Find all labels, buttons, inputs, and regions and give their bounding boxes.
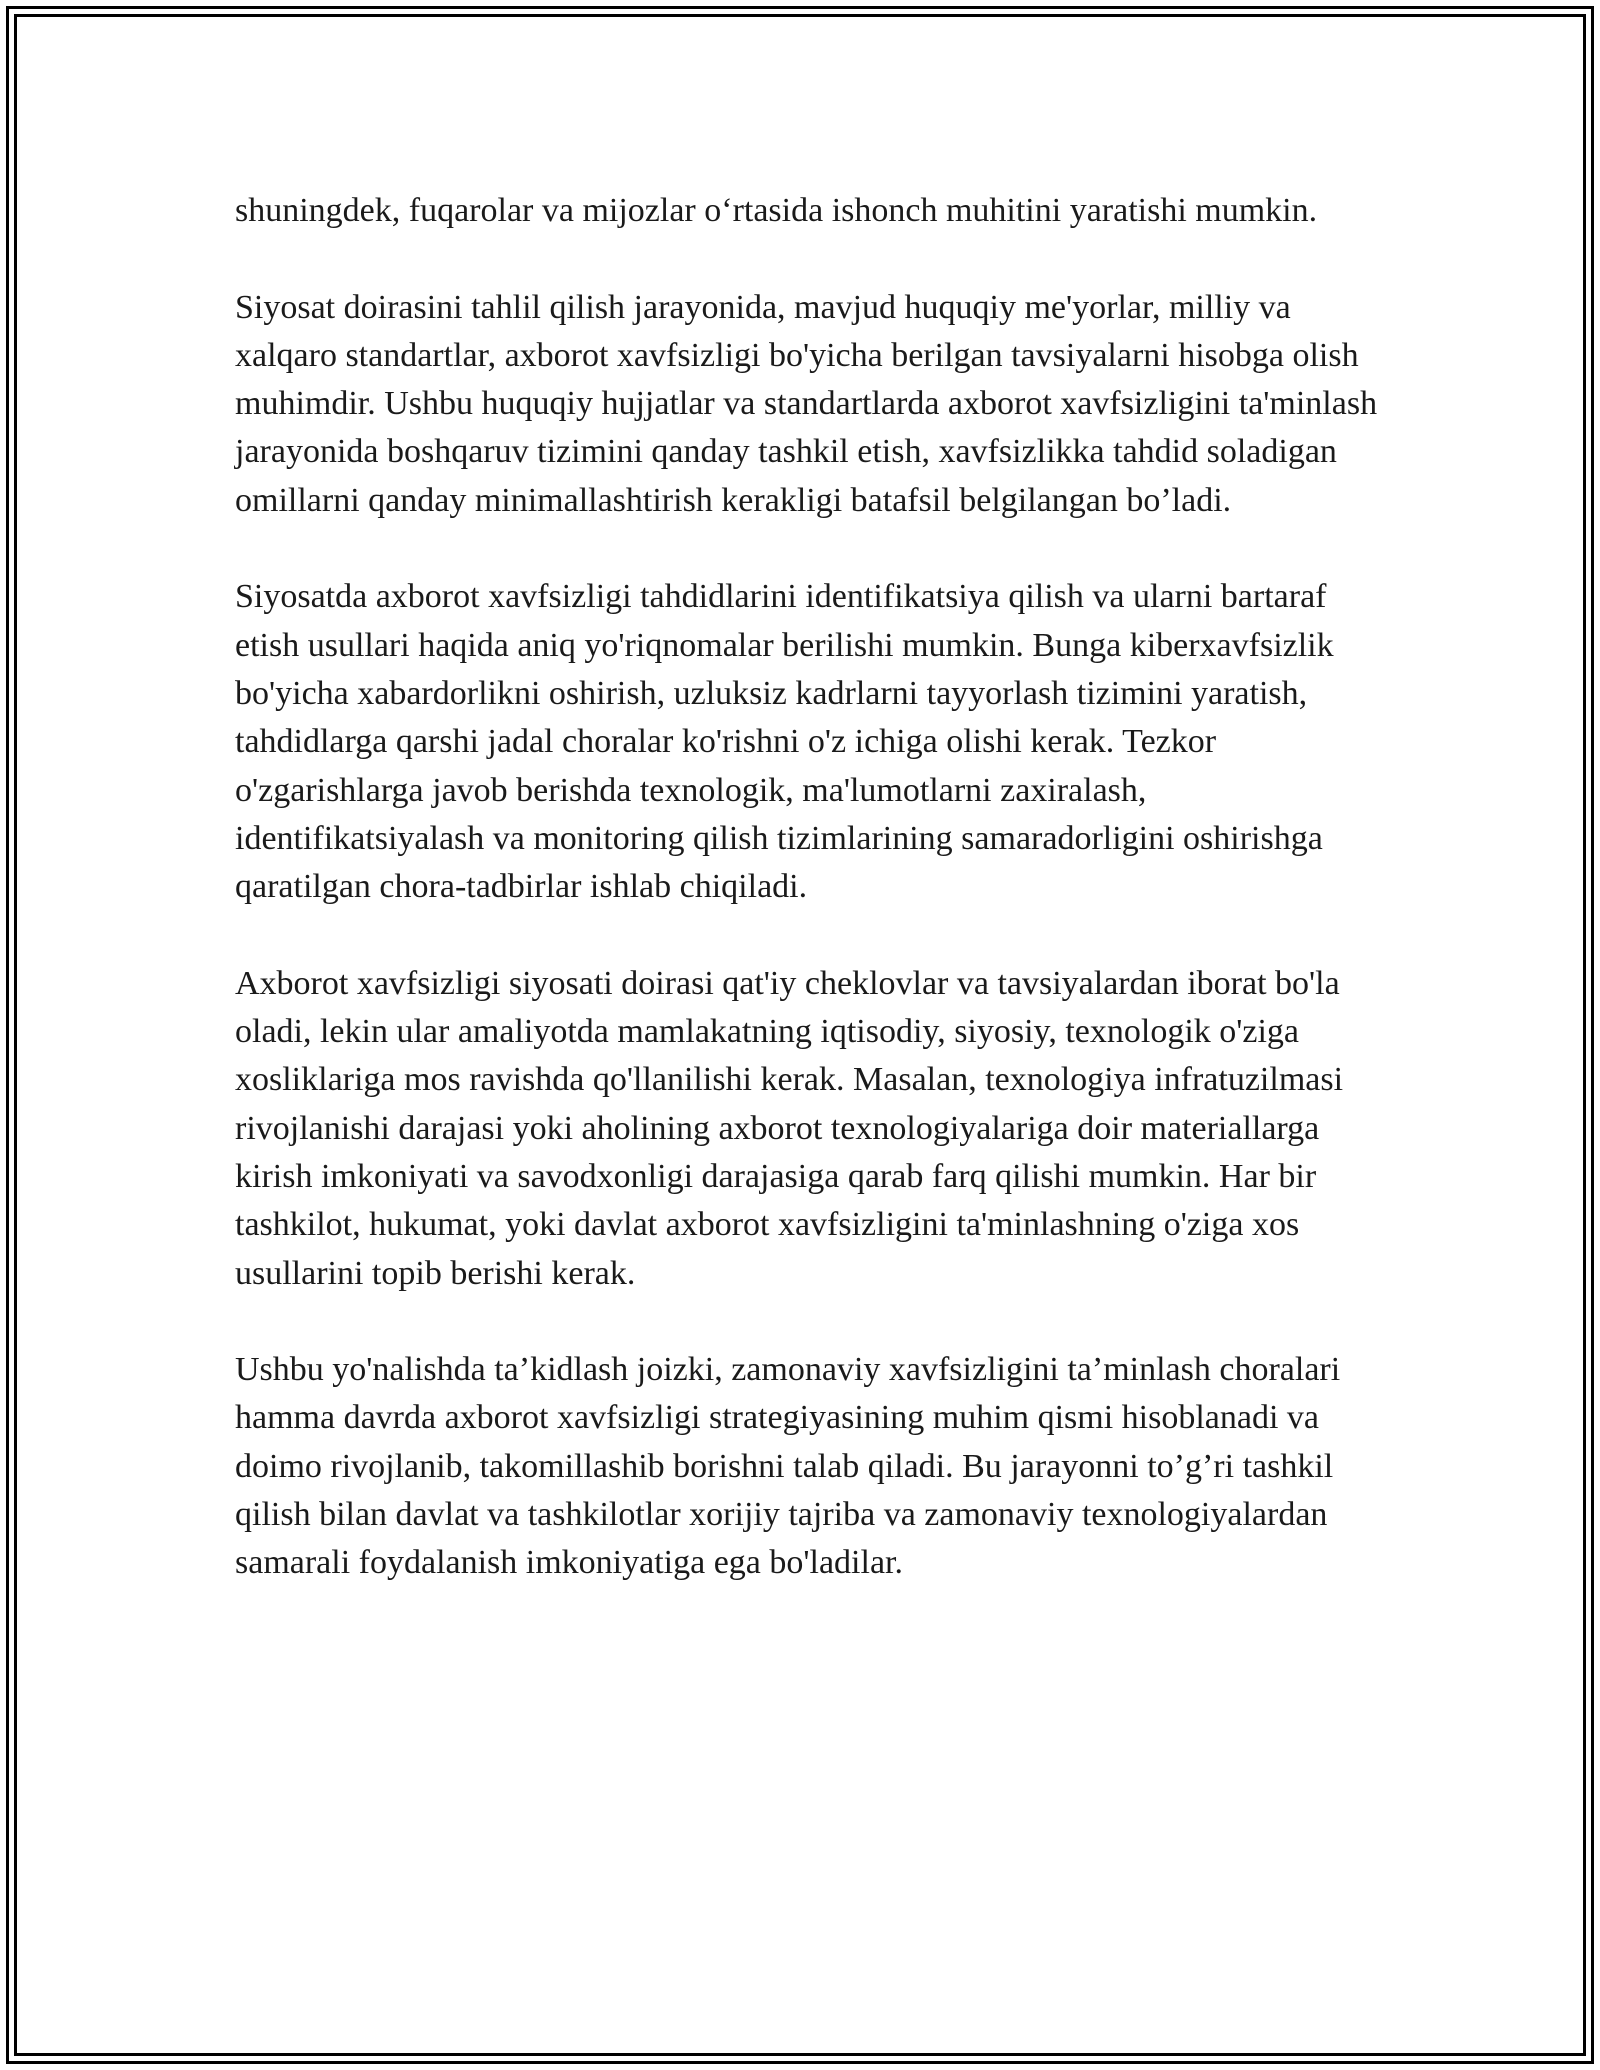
document-body [235, 187, 1380, 1636]
paragraph-5: Ushbu yo'nalishda ta’kidlash joizki, zamonaviy xavfsizligini ta’minlash choralari hamma davrda axborot xavfsizligi strategiyasining muhim qismi hisoblanadi va doimo rivojlanib, takomillashib borishni talab qiladi. Bu jarayonni to’g’ri tashkil qilish bilan davlat va tashkilotlar xorijiy tajriba va zamonaviy texnologiyalardan samarali foydalanish imkoniyatiga ega bo'ladilar. [235, 1351, 1341, 1582]
paragraph-4: Axborot xavfsizligi siyosati doirasi qat'iy cheklovlar va tavsiyalardan iborat bo'la oladi, lekin ular amaliyotda mamlakatning iqtisodiy, siyosiy, texnologik o'ziga xosliklariga mos ravishda qo'llanilishi kerak. Masalan, texnologiya infratuzilmasi rivojlanishi darajasi yoki aholining axborot texnologiyalariga doir materiallarga kirish imkoniyati va savodxonligi darajasiga qarab farq qilishi mumkin. Har bir tashkilot, hukumat, yoki davlat axborot xavfsizligini ta'minlashning o'ziga xos usullarini topib berishi kerak. [235, 964, 1344, 1292]
paragraph-1: shuningdek, fuqarolar va mijozlar o‘rtasida ishonch muhitini yaratishi mumkin. [235, 192, 1318, 229]
paragraph-2: Siyosat doirasini tahlil qilish jarayonida, mavjud huquqiy me'yorlar, milliy va xalqaro standartlar, axborot xavfsizligi bo'yicha berilgan tavsiyalarni hisobga olish muhimdir. Ushbu huquqiy hujjatlar va standartlarda axborot xavfsizligini ta'minlash jarayonida boshqaruv tizimini qanday tashkil etish, xavfsizlikka tahdid soladigan omillarni qanday minimallashtirish kerakligi batafsil belgilangan bo’ladi. [235, 288, 1378, 519]
paragraph-3: Siyosatda axborot xavfsizligi tahdidlarini identifikatsiya qilish va ularni bartaraf etish usullari haqida aniq yo'riqnomalar berilishi mumkin. Bunga kiberxavfsizlik bo'yicha xabardorlikni oshirish, uzluksiz kadrlarni tayyorlash tizimini yaratish, tahdidlarga qarshi jadal choralar ko'rishni o'z ichiga olishi kerak. Tezkor o'zgarishlarga javob berishda texnologik, ma'lumotlarni zaxiralash, identifikatsiyalash va monitoring qilish tizimlarining samaradorligini oshirishga qaratilgan chora-tadbirlar ishlab chiqiladi. [235, 578, 1334, 906]
